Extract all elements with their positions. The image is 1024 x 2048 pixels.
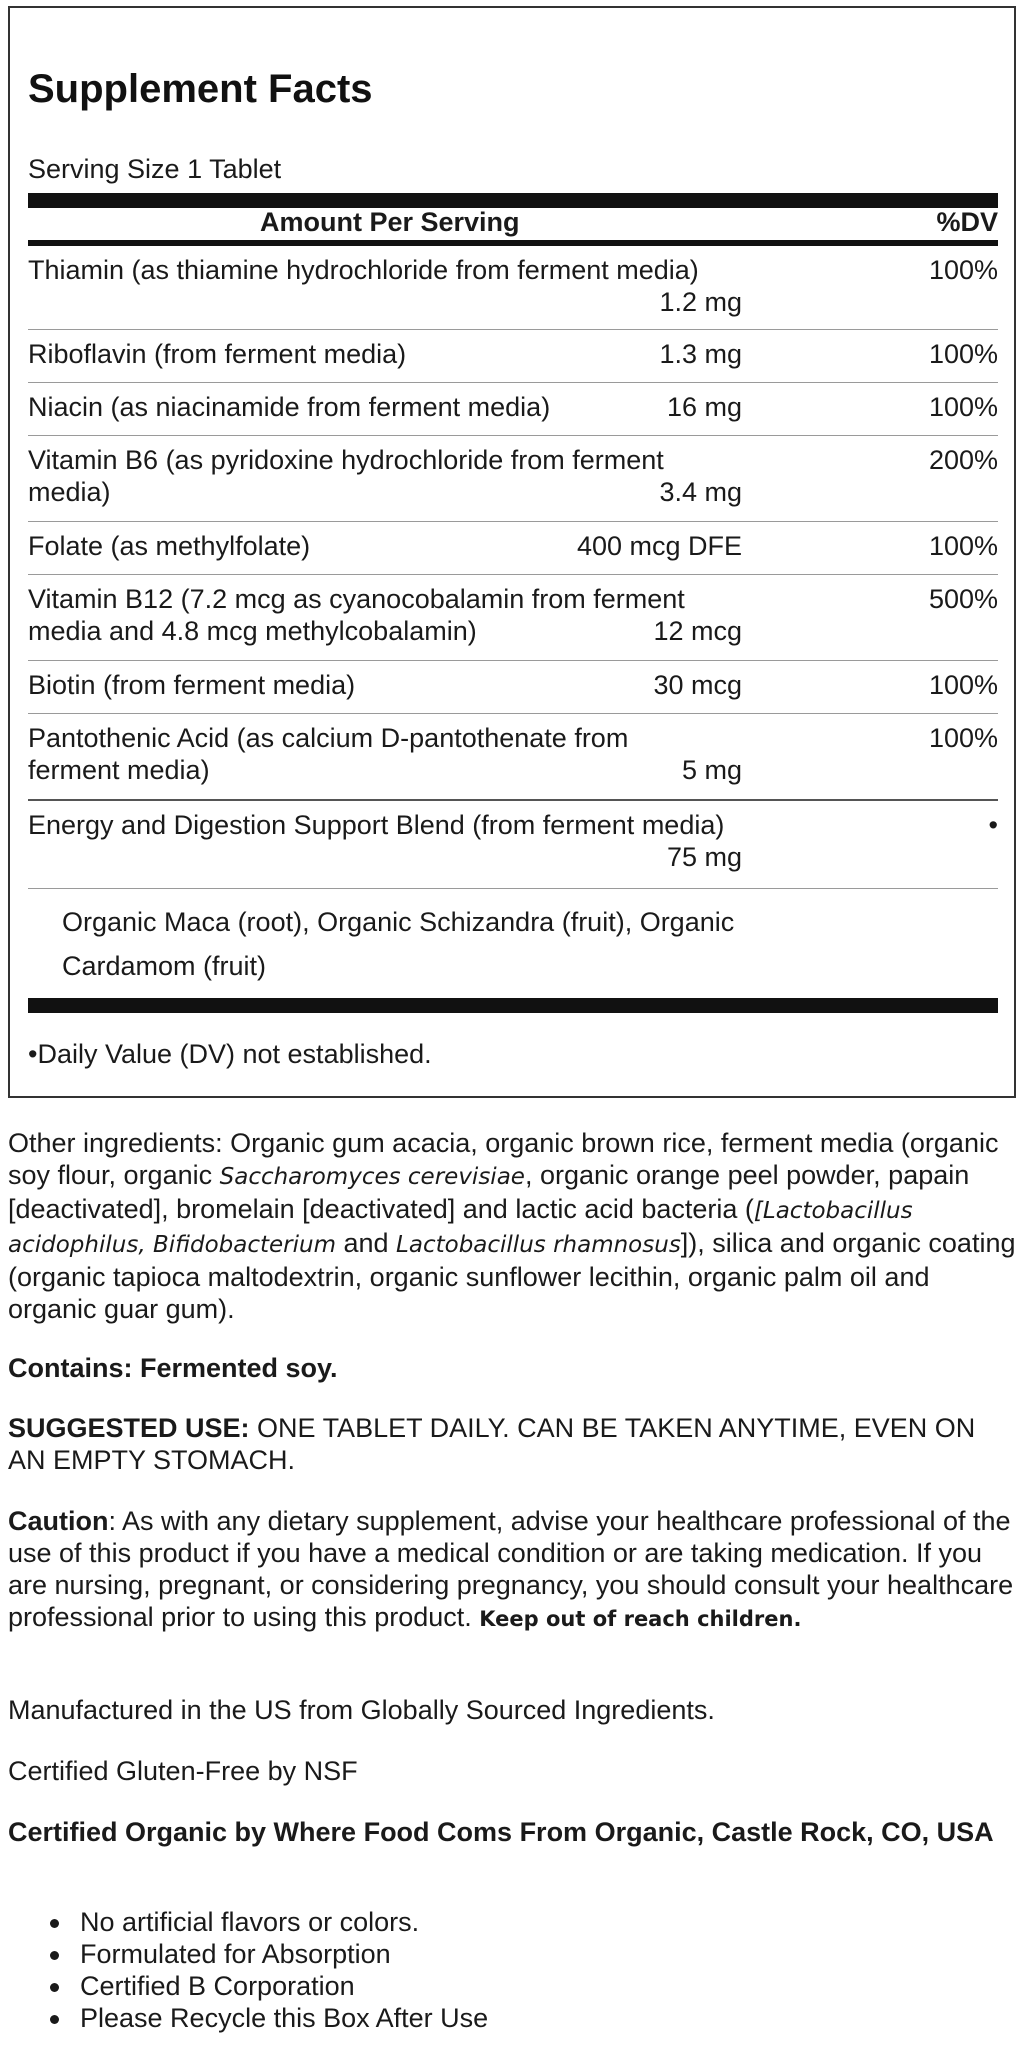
top-rule [28, 193, 998, 208]
blend-amount: 75 mg [666, 842, 742, 872]
nutrient-name: Niacin (as niacinamide from ferment media) [28, 392, 551, 422]
table-row [28, 522, 998, 575]
bullet-icon [50, 1983, 59, 1992]
dv-header: %DV [936, 207, 998, 237]
list-item: Certified B Corporation [8, 1970, 488, 2002]
nutrient-dv: 100% [928, 670, 998, 700]
nutrient-amount: 30 mcg [653, 670, 742, 700]
nutrient-amount: 5 mg [681, 755, 742, 785]
blend-dv: • [988, 810, 998, 840]
nutrient-amount: 12 mcg [653, 616, 742, 646]
nutrient-amount: 16 mg [666, 392, 742, 422]
amount-per-serving-header: Amount Per Serving [260, 207, 520, 237]
manufactured-statement: Manufactured in the US from Globally Sourced Ingredients. [8, 1695, 715, 1725]
bullet-icon [50, 1919, 59, 1928]
blend-ingredients: Organic Maca (root), Organic Schizandra (fruit), Organic Cardamom (fruit) [62, 907, 735, 981]
bottom-rule [28, 998, 998, 1013]
nutrient-dv: 100% [928, 531, 998, 561]
nutrient-amount: 400 mcg DFE [576, 531, 742, 561]
suggested-use: SUGGESTED USE: ONE TABLET DAILY. CAN BE TAKEN ANYTIME, EVEN ON AN EMPTY STOMACH. [8, 1413, 976, 1475]
organic-certification: Certified Organic by Where Food Coms From Organic, Castle Rock, CO, USA [8, 1817, 994, 1847]
serving-size: Serving Size 1 Tablet [28, 154, 282, 184]
panel-title: Supplement Facts [28, 67, 373, 111]
table-row [28, 246, 998, 330]
nutrient-amount: 1.3 mg [659, 339, 742, 369]
supplement-facts-panel [8, 6, 1016, 1098]
table-row [28, 661, 998, 714]
table-row [28, 330, 998, 383]
blend-name: Energy and Digestion Support Blend (from ferment media) [28, 810, 725, 840]
nutrient-dv: 100% [928, 255, 998, 285]
nutrient-table [28, 246, 998, 889]
nutrient-amount: 3.4 mg [659, 477, 742, 507]
other-ingredients: Other ingredients: Organic gum acacia, organic brown rice, ferment media (organic soy flour, organic Saccharomyces cerevisiae, organic orange peel powder, papain [deactivated], bromelain [deactivated] and lactic acid bacteria ([Lactobacillus acidophilus, Bifidobacterium and Lactobacillus rhamnosus]), silica and organic coating (organic tapioca maltodextrin, organic sunflower lecithin, organic palm oil and organic guar gum). [8, 1128, 1016, 1324]
nutrient-name: Vitamin B12 (7.2 mcg as cyanocobalamin from ferment media and 4.8 mcg methylcobalamin) [28, 584, 685, 646]
table-header [28, 207, 998, 241]
caution-statement: Caution: As with any dietary supplement, advise your healthcare professional of the use of this product if you have a medical condition or are taking medication. If you are nursing, pregnant, or considering pregnancy, you should consult your healthcare professional prior to using this product. Keep out of reach children. [8, 1506, 1014, 1632]
bullet-icon [50, 1951, 59, 1960]
list-item: No artificial flavors or colors. [8, 1906, 488, 1938]
gluten-free-statement: Certified Gluten-Free by NSF [8, 1756, 358, 1786]
list-item: Please Recycle this Box After Use [8, 2002, 488, 2034]
nutrient-dv: 200% [928, 445, 998, 475]
nutrient-name: Folate (as methylfolate) [28, 531, 311, 561]
nutrient-dv: 500% [928, 584, 998, 614]
nutrient-dv: 100% [928, 723, 998, 753]
table-row [28, 801, 998, 889]
nutrient-name: Biotin (from ferment media) [28, 670, 356, 700]
nutrient-amount: 1.2 mg [659, 287, 742, 317]
table-row [28, 575, 998, 661]
table-row [28, 383, 998, 436]
nutrient-name: Pantothenic Acid (as calcium D-pantothenate from ferment media) [28, 723, 629, 785]
nutrient-dv: 100% [928, 392, 998, 422]
list-item: Formulated for Absorption [8, 1938, 488, 1970]
nutrient-dv: 100% [928, 339, 998, 369]
nutrient-name: Thiamin (as thiamine hydrochloride from ferment media) [28, 255, 699, 285]
dv-footnote: •Daily Value (DV) not established. [28, 1039, 432, 1069]
contains-statement: Contains: Fermented soy. [8, 1353, 338, 1383]
bullet-icon [50, 2015, 59, 2024]
nutrient-name: Vitamin B6 (as pyridoxine hydrochloride from ferment media) [28, 445, 664, 507]
table-row [28, 436, 998, 522]
nutrient-name: Riboflavin (from ferment media) [28, 339, 407, 369]
feature-list [8, 1906, 488, 2034]
table-row [28, 714, 998, 801]
